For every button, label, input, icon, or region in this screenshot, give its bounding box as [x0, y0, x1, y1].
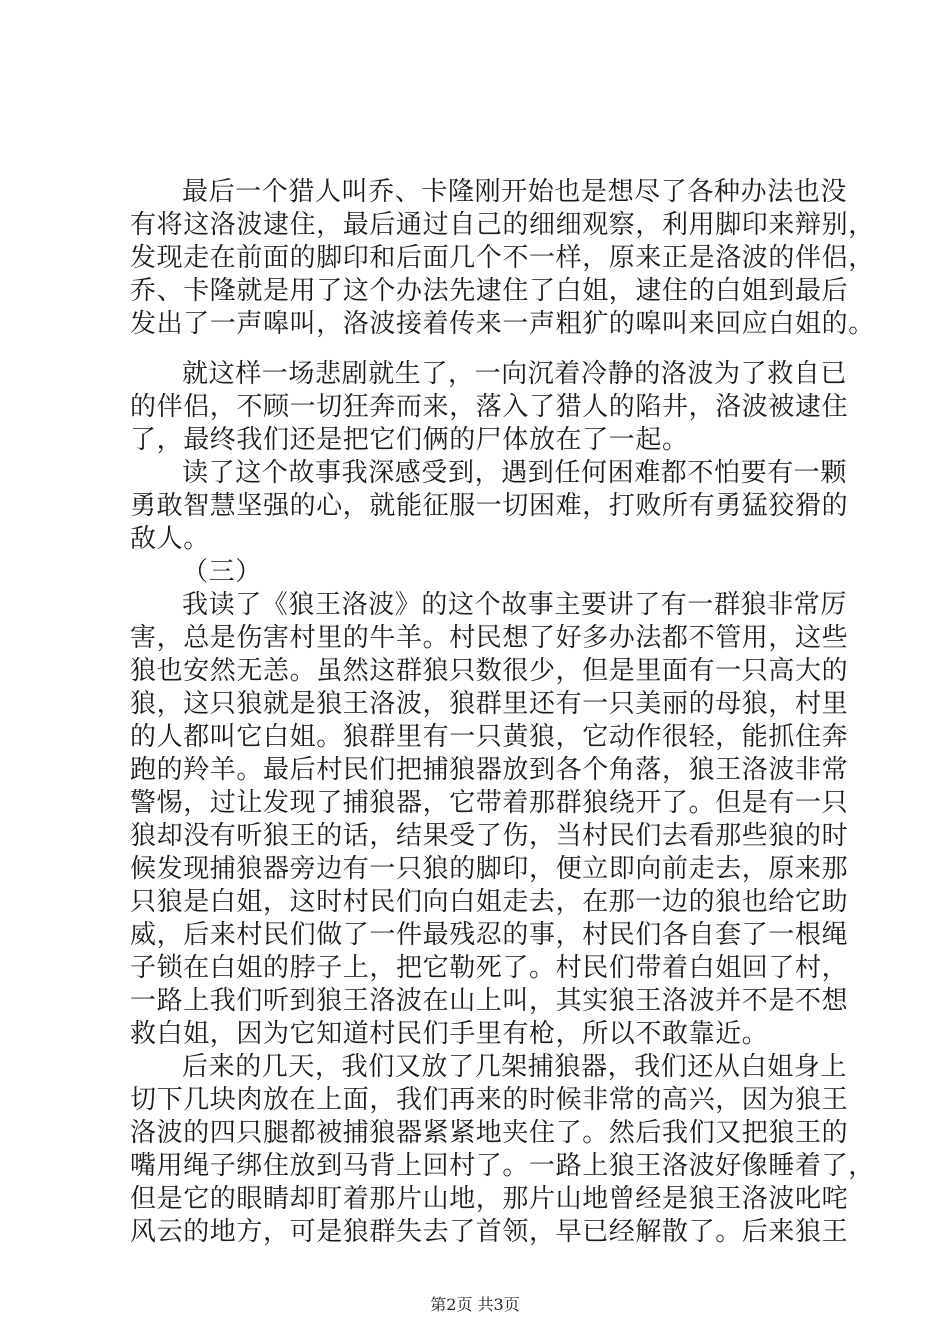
text-line: 跑的羚羊。最后村民们把捕狼器放到各个角落，狼王洛波非常: [130, 755, 849, 785]
page-footer: [0, 1294, 950, 1316]
text-line: 的人都叫它白姐。狼群里有一只黄狼，它动作很轻，能抓住奔: [130, 722, 849, 752]
text-line: 候发现捕狼器旁边有一只狼的脚印，便立即向前走去，原来那: [130, 854, 849, 884]
page-number: 第2页 共3页: [430, 1295, 520, 1314]
text-line: 勇敢智慧坚强的心，就能征服一切困难，打败所有勇猛狡猾的: [130, 491, 849, 521]
text-line: 了，最终我们还是把它们俩的尸体放在了一起。: [130, 425, 689, 455]
paragraph-1: [130, 176, 875, 341]
text-line: 有将这洛波逮住，最后通过自己的细细观察，利用脚印来辩别，: [130, 210, 875, 240]
text-line: 狼却没有听狼王的话，结果受了伤，当村民们去看那些狼的时: [130, 821, 849, 851]
text-line: 洛波的四只腿都被捕狼器紧紧地夹住了。然后我们又把狼王的: [130, 1118, 849, 1148]
text-line: 狼，这只狼就是狼王洛波，狼群里还有一只美丽的母狼，村里: [130, 689, 849, 719]
section-heading: （三）: [182, 557, 262, 587]
text-line: 发出了一声嗥叫，洛波接着传来一声粗犷的嗥叫来回应白姐的。: [130, 309, 875, 339]
text-line: 只狼是白姐，这时村民们向白姐走去，在那一边的狼也给它助: [130, 887, 849, 917]
text-line: 后来的几天，我们又放了几架捕狼器，我们还从白姐身上: [182, 1052, 848, 1082]
paragraph-2: [130, 358, 875, 1249]
text-line: 子锁在白姐的脖子上，把它勒死了。村民们带着白姐回了村，: [130, 953, 849, 983]
text-line: 警惕，过让发现了捕狼器，它带着那群狼绕开了。但是有一只: [130, 788, 849, 818]
text-line: 嘴用绳子绑住放到马背上回村了。一路上狼王洛波好像睡着了，: [130, 1151, 875, 1181]
text-line: 就这样一场悲剧就生了，一向沉着冷静的洛波为了救自已: [182, 359, 848, 389]
text-line: 风云的地方，可是狼群失去了首领，早已经解散了。后来狼王: [130, 1217, 849, 1247]
text-line: 一路上我们听到狼王洛波在山上叫，其实狼王洛波并不是不想: [130, 986, 849, 1016]
text-line: 最后一个猎人叫乔、卡隆刚开始也是想尽了各种办法也没: [182, 177, 848, 207]
text-line: 害，总是伤害村里的牛羊。村民想了好多办法都不管用，这些: [130, 623, 849, 653]
text-line: 发现走在前面的脚印和后面几个不一样，原来正是洛波的伴侣，: [130, 243, 875, 273]
text-line: 的伴侣，不顾一切狂奔而来，落入了猎人的陷井，洛波被逮住: [130, 392, 849, 422]
text-line: 救白姐，因为它知道村民们手里有枪，所以不敢靠近。: [130, 1019, 769, 1049]
text-line: 狼也安然无恙。虽然这群狼只数很少，但是里面有一只高大的: [130, 656, 849, 686]
text-line: 敌人。: [130, 524, 210, 554]
text-line: 切下几块肉放在上面，我们再来的时候非常的高兴，因为狼王: [130, 1085, 849, 1115]
text-line: 但是它的眼睛却盯着那片山地，那片山地曾经是狼王洛波叱咤: [130, 1184, 849, 1214]
text-line: 威，后来村民们做了一件最残忍的事，村民们各自套了一根绳: [130, 920, 849, 950]
text-line: 乔、卡隆就是用了这个办法先逮住了白姐，逮住的白姐到最后: [130, 276, 849, 306]
text-line: 读了这个故事我深感受到，遇到任何困难都不怕要有一颗: [182, 458, 848, 488]
text-line: 我读了《狼王洛波》的这个故事主要讲了有一群狼非常厉: [182, 590, 848, 620]
